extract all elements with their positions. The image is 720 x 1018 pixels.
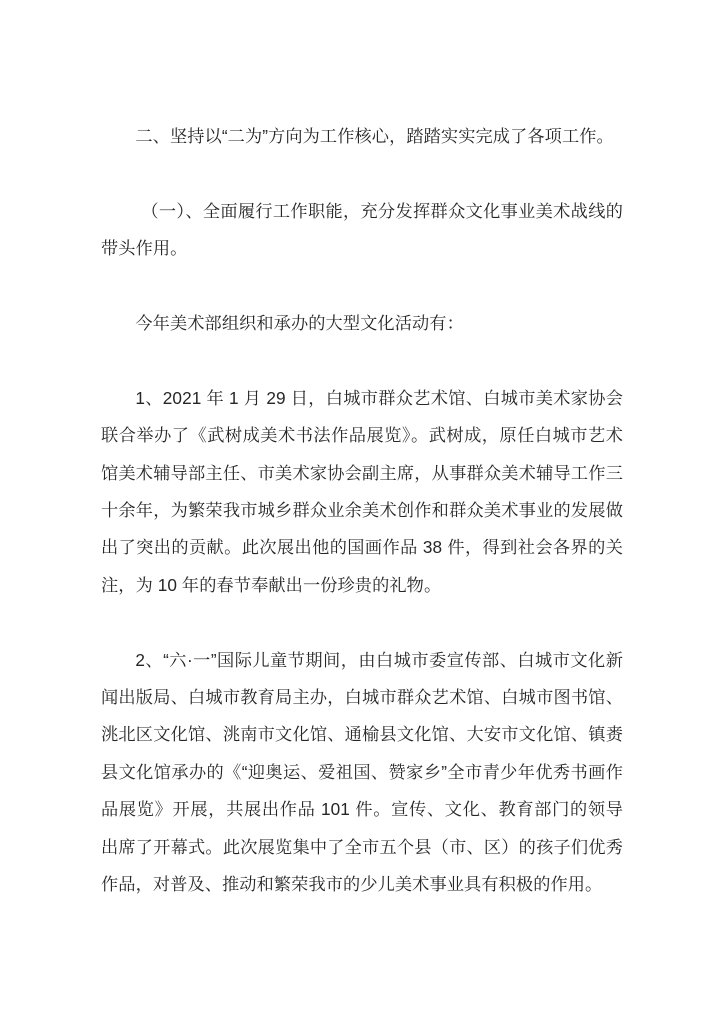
subheading-item-one: （一）、全面履行工作职能，充分发挥群众文化事业美术战线的带头作用。	[101, 200, 623, 259]
list-item-1: 1、2021 年 1 月 29 日，白城市群众艺术馆、白城市美术家协会联合举办了《武树成美术书法作品展览》。武树成，原任白城市艺术馆美术辅导部主任、市美术家协会副主席，从事群众美术辅导工作三十余年，为繁荣我市城乡群众业余美术创作和群众美术事业的发展做出了突出的贡献。此次展出他的国画作品 38 件，得到社会各界的关注，为 10 年的春节奉献出一份珍贵的礼物。	[101, 387, 623, 595]
list-item-2: 2、“六·一”国际儿童节期间，由白城市委宣传部、白城市文化新闻出版局、白城市教育局主办，白城市群众艺术馆、白城市图书馆、洮北区文化馆、洮南市文化馆、通榆县文化馆、大安市文化馆、镇赉县文化馆承办的《“迎奥运、爱祖国、赞家乡”全市青少年优秀书画作品展览》开展，共展出作品 101 件。宣传、文化、教育部门的领导出席了开幕式。此次展览集中了全市五个县（市、区）的孩子们优秀作品，对普及、推动和繁荣我市的少儿美术事业具有积极的作用。	[101, 649, 623, 895]
heading-section-two: 二、坚持以“二为”方向为工作核心，踏踏实实完成了各项工作。	[135, 126, 614, 146]
intro-line: 今年美术部组织和承办的大型文化活动有：	[135, 313, 464, 333]
document-body	[101, 118, 623, 903]
